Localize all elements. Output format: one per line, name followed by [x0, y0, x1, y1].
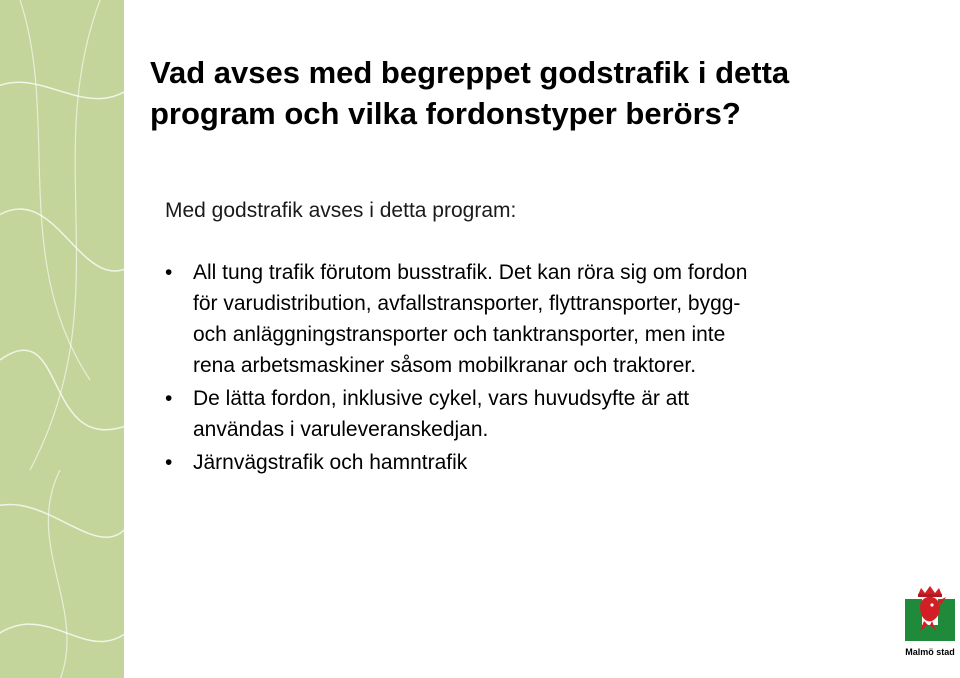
bullet-line: och anläggningstransporter och tanktransporter, men inte [193, 323, 726, 346]
bullet-list [165, 257, 885, 480]
bullet-icon: • [165, 387, 173, 410]
decorative-curves [0, 0, 124, 678]
logo-label: Malmö stad [905, 647, 955, 657]
slide-title [150, 52, 910, 134]
bullet-icon: • [165, 451, 173, 474]
bullet-item [165, 257, 885, 381]
bullet-line: för varudistribution, avfallstransporter, flyttransporter, bygg- [193, 292, 741, 315]
malmo-stad-logo [902, 585, 958, 659]
bullet-item [165, 447, 885, 478]
bullet-line: All tung trafik förutom busstrafik. Det kan röra sig om fordon [193, 261, 748, 284]
bullet-line: De lätta fordon, inklusive cykel, vars huvudsyfte är att [193, 387, 690, 410]
intro-text: Med godstrafik avses i detta program: [165, 199, 517, 222]
decorative-side-band [0, 0, 124, 678]
title-line: Vad avses med begreppet godstrafik i detta [150, 55, 790, 90]
bullet-icon: • [165, 261, 173, 284]
bullet-line: Järnvägstrafik och hamntrafik [193, 451, 468, 474]
malmo-griffin-crest-icon [902, 585, 958, 645]
bullet-item [165, 383, 885, 445]
bullet-line: rena arbetsmaskiner såsom mobilkranar och traktorer. [193, 354, 697, 377]
bullet-line: användas i varuleveranskedjan. [193, 418, 489, 441]
title-line: program och vilka fordonstyper berörs? [150, 96, 741, 131]
